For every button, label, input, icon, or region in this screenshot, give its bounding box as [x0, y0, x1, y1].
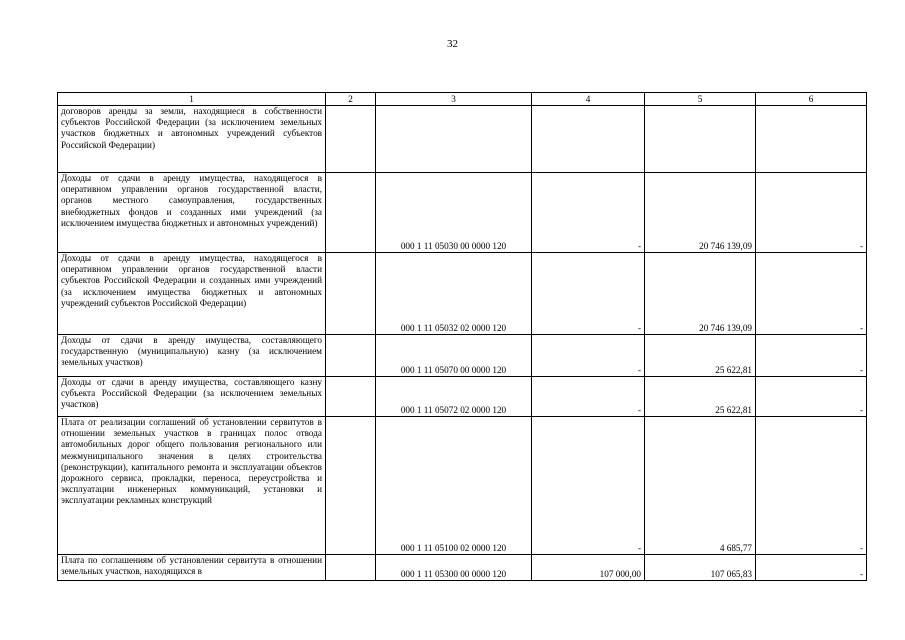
column2-cell — [326, 335, 376, 377]
column2-cell — [326, 417, 376, 555]
column4-cell — [532, 106, 645, 173]
column-header: 2 — [326, 93, 376, 106]
income-name-cell: Доходы от сдачи в аренду имущества, находящегося в оперативном управлении органов государственной власти субъектов Российской Федерации и созданных ими учреждений (за исключением имущества бюджетных и автономных учреждений субъектов Российской Федерации) — [58, 253, 326, 335]
column5-cell: 25 622,81 — [645, 377, 756, 417]
column6-cell: - — [756, 253, 867, 335]
income-name-cell: Доходы от сдачи в аренду имущества, составляющего казну субъекта Российской Федерации (за исключением земельных участков) — [58, 377, 326, 417]
income-name-cell: договоров аренды за земли, находящиеся в собственности субъектов Российской Федерации (за исключением земельных участков бюджетных и автономных учреждений субъектов Российской Федерации) — [58, 106, 326, 173]
table-row — [58, 377, 867, 417]
column6-cell: - — [756, 377, 867, 417]
column2-cell — [326, 377, 376, 417]
budget-code-cell — [376, 106, 532, 173]
income-name-cell: Доходы от сдачи в аренду имущества, находящегося в оперативном управлении органов государственной власти, органов местного самоуправления, государственных внебюджетных фондов и созданных ими учреждений (за исключением имущества бюджетных и автономных учреждений) — [58, 173, 326, 253]
column4-cell: - — [532, 335, 645, 377]
budget-code-cell: 000 1 11 05070 00 0000 120 — [376, 335, 532, 377]
column6-cell — [756, 106, 867, 173]
column2-cell — [326, 555, 376, 581]
column6-cell: - — [756, 335, 867, 377]
column4-cell: - — [532, 377, 645, 417]
column5-cell: 25 622,81 — [645, 335, 756, 377]
budget-code-cell: 000 1 11 05100 02 0000 120 — [376, 417, 532, 555]
column4-cell: 107 000,00 — [532, 555, 645, 581]
column-header: 5 — [645, 93, 756, 106]
column2-cell — [326, 173, 376, 253]
income-name-cell: Плата от реализации соглашений об установлении сервитутов в отношении земельных участков в границах полос отвода автомобильных дорог общего пользования регионального или межмуниципального значения в целях строительства (реконструкции), капитального ремонта и эксплуатации объектов дорожного сервиса, прокладки, переноса, переустройства и эксплуатации инженерных коммуникаций, установки и эксплуатации рекламных конструкций — [58, 417, 326, 555]
revenue-table — [57, 92, 867, 581]
column2-cell — [326, 253, 376, 335]
table-row — [58, 555, 867, 581]
budget-code-cell: 000 1 11 05072 02 0000 120 — [376, 377, 532, 417]
column-header: 1 — [58, 93, 326, 106]
column5-cell: 20 746 139,09 — [645, 253, 756, 335]
table-row — [58, 106, 867, 173]
column6-cell: - — [756, 555, 867, 581]
column5-cell: 4 685,77 — [645, 417, 756, 555]
column6-cell: - — [756, 173, 867, 253]
table-row — [58, 417, 867, 555]
column4-cell: - — [532, 253, 645, 335]
budget-code-cell: 000 1 11 05030 00 0000 120 — [376, 173, 532, 253]
column5-cell: 107 065,83 — [645, 555, 756, 581]
column-header: 3 — [376, 93, 532, 106]
page-number: 32 — [447, 38, 458, 50]
column5-cell — [645, 106, 756, 173]
header-row — [58, 93, 867, 106]
budget-code-cell: 000 1 11 05300 00 0000 120 — [376, 555, 532, 581]
column-header: 4 — [532, 93, 645, 106]
column4-cell: - — [532, 417, 645, 555]
income-name-cell: Доходы от сдачи в аренду имущества, составляющего государственную (муниципальную) казну (за исключением земельных участков) — [58, 335, 326, 377]
column2-cell — [326, 106, 376, 173]
column-header: 6 — [756, 93, 867, 106]
column5-cell: 20 746 139,09 — [645, 173, 756, 253]
column4-cell: - — [532, 173, 645, 253]
income-name-cell: Плата по соглашениям об установлении сервитута в отношении земельных участков, находящихся в — [58, 555, 326, 581]
table-row — [58, 173, 867, 253]
table-row — [58, 335, 867, 377]
column6-cell: - — [756, 417, 867, 555]
table-row — [58, 253, 867, 335]
budget-code-cell: 000 1 11 05032 02 0000 120 — [376, 253, 532, 335]
